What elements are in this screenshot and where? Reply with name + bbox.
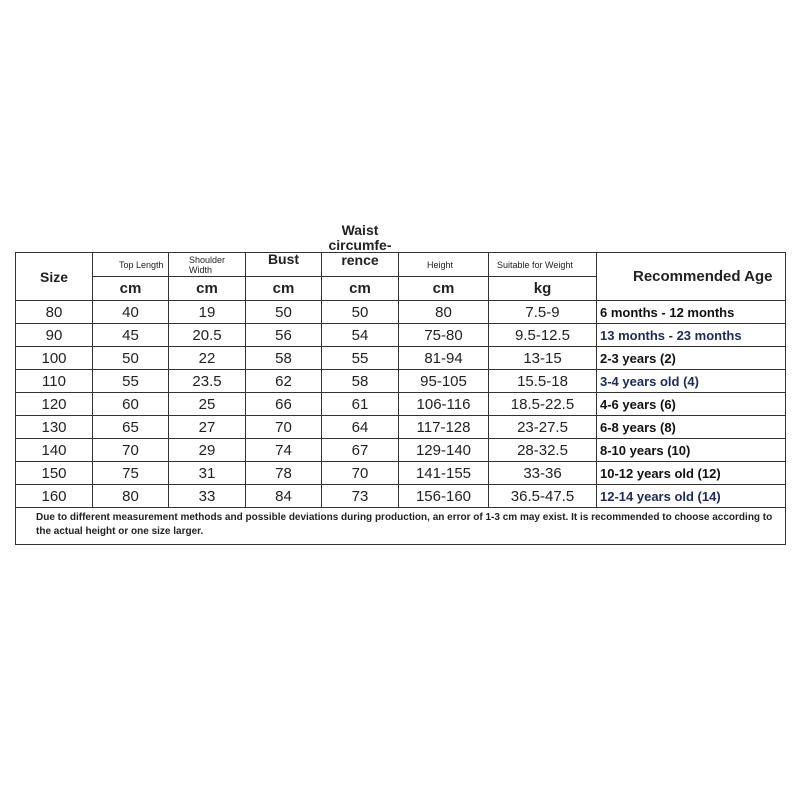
cell-weight: 28-32.5 bbox=[489, 439, 597, 462]
cell-size: 90 bbox=[16, 324, 93, 347]
cell-bust: 58 bbox=[246, 347, 322, 370]
cell-bust: 78 bbox=[246, 462, 322, 485]
cell-age: 6 months - 12 months bbox=[597, 301, 786, 324]
header-recommended-age: Recommended Age bbox=[597, 253, 786, 301]
cell-waist: 61 bbox=[322, 393, 399, 416]
header-top-length: Top Length bbox=[93, 253, 169, 277]
unit-waist: cm bbox=[322, 277, 399, 301]
cell-waist: 70 bbox=[322, 462, 399, 485]
cell-shoulder: 29 bbox=[169, 439, 246, 462]
unit-weight: kg bbox=[489, 277, 597, 301]
cell-waist: 54 bbox=[322, 324, 399, 347]
cell-weight: 36.5-47.5 bbox=[489, 485, 597, 508]
cell-top-length: 75 bbox=[93, 462, 169, 485]
cell-weight: 13-15 bbox=[489, 347, 597, 370]
unit-height: cm bbox=[399, 277, 489, 301]
cell-size: 160 bbox=[16, 485, 93, 508]
cell-size: 150 bbox=[16, 462, 93, 485]
cell-shoulder: 31 bbox=[169, 462, 246, 485]
cell-shoulder: 33 bbox=[169, 485, 246, 508]
cell-shoulder: 22 bbox=[169, 347, 246, 370]
cell-size: 80 bbox=[16, 301, 93, 324]
cell-shoulder: 27 bbox=[169, 416, 246, 439]
cell-height: 141-155 bbox=[399, 462, 489, 485]
table-row bbox=[16, 393, 786, 416]
cell-size: 100 bbox=[16, 347, 93, 370]
cell-top-length: 70 bbox=[93, 439, 169, 462]
header-shoulder-width: Shoulder Width bbox=[169, 253, 246, 277]
cell-top-length: 55 bbox=[93, 370, 169, 393]
header-weight: Suitable for Weight bbox=[489, 253, 597, 277]
cell-top-length: 50 bbox=[93, 347, 169, 370]
cell-waist: 64 bbox=[322, 416, 399, 439]
cell-shoulder: 20.5 bbox=[169, 324, 246, 347]
header-waist-label: Waist circumfe- rence bbox=[328, 222, 392, 268]
cell-bust: 62 bbox=[246, 370, 322, 393]
disclaimer-note: Due to different measurement methods and possible deviations during production, an error of 1-3 cm may exist. It is recommended to choose according to the actual height or one size larger. bbox=[16, 508, 786, 545]
cell-bust: 50 bbox=[246, 301, 322, 324]
cell-age: 8-10 years (10) bbox=[597, 439, 786, 462]
cell-age: 13 months - 23 months bbox=[597, 324, 786, 347]
cell-shoulder: 19 bbox=[169, 301, 246, 324]
size-table bbox=[15, 222, 786, 545]
cell-bust: 74 bbox=[246, 439, 322, 462]
cell-size: 110 bbox=[16, 370, 93, 393]
table-row bbox=[16, 416, 786, 439]
cell-height: 75-80 bbox=[399, 324, 489, 347]
unit-top-length: cm bbox=[93, 277, 169, 301]
table-row bbox=[16, 347, 786, 370]
cell-height: 81-94 bbox=[399, 347, 489, 370]
cell-height: 156-160 bbox=[399, 485, 489, 508]
note-row bbox=[16, 508, 786, 545]
table-row bbox=[16, 439, 786, 462]
cell-shoulder: 25 bbox=[169, 393, 246, 416]
cell-height: 129-140 bbox=[399, 439, 489, 462]
header-bust bbox=[246, 250, 322, 277]
cell-size: 120 bbox=[16, 393, 93, 416]
cell-age: 4-6 years (6) bbox=[597, 393, 786, 416]
cell-bust: 84 bbox=[246, 485, 322, 508]
cell-weight: 7.5-9 bbox=[489, 301, 597, 324]
cell-top-length: 60 bbox=[93, 393, 169, 416]
unit-shoulder-width: cm bbox=[169, 277, 246, 301]
cell-age: 6-8 years (8) bbox=[597, 416, 786, 439]
cell-waist: 67 bbox=[322, 439, 399, 462]
table-row bbox=[16, 462, 786, 485]
cell-weight: 15.5-18 bbox=[489, 370, 597, 393]
unit-bust: cm bbox=[246, 277, 322, 301]
cell-bust: 70 bbox=[246, 416, 322, 439]
cell-height: 117-128 bbox=[399, 416, 489, 439]
cell-top-length: 65 bbox=[93, 416, 169, 439]
cell-weight: 9.5-12.5 bbox=[489, 324, 597, 347]
cell-bust: 56 bbox=[246, 324, 322, 347]
header-waist bbox=[322, 222, 399, 277]
table-row bbox=[16, 324, 786, 347]
header-bust-label: Bust bbox=[267, 250, 300, 267]
cell-weight: 23-27.5 bbox=[489, 416, 597, 439]
cell-waist: 55 bbox=[322, 347, 399, 370]
cell-size: 130 bbox=[16, 416, 93, 439]
table-row bbox=[16, 301, 786, 324]
table-row bbox=[16, 485, 786, 508]
cell-weight: 18.5-22.5 bbox=[489, 393, 597, 416]
cell-age: 10-12 years old (12) bbox=[597, 462, 786, 485]
cell-age: 2-3 years (2) bbox=[597, 347, 786, 370]
cell-age: 12-14 years old (14) bbox=[597, 485, 786, 508]
header-height: Height bbox=[399, 253, 489, 277]
cell-bust: 66 bbox=[246, 393, 322, 416]
cell-size: 140 bbox=[16, 439, 93, 462]
cell-top-length: 80 bbox=[93, 485, 169, 508]
cell-height: 106-116 bbox=[399, 393, 489, 416]
cell-waist: 73 bbox=[322, 485, 399, 508]
cell-top-length: 45 bbox=[93, 324, 169, 347]
cell-waist: 58 bbox=[322, 370, 399, 393]
size-chart bbox=[15, 222, 785, 545]
table-row bbox=[16, 370, 786, 393]
cell-age: 3-4 years old (4) bbox=[597, 370, 786, 393]
cell-waist: 50 bbox=[322, 301, 399, 324]
cell-height: 95-105 bbox=[399, 370, 489, 393]
cell-weight: 33-36 bbox=[489, 462, 597, 485]
cell-height: 80 bbox=[399, 301, 489, 324]
header-size: Size bbox=[16, 253, 93, 301]
cell-top-length: 40 bbox=[93, 301, 169, 324]
cell-shoulder: 23.5 bbox=[169, 370, 246, 393]
